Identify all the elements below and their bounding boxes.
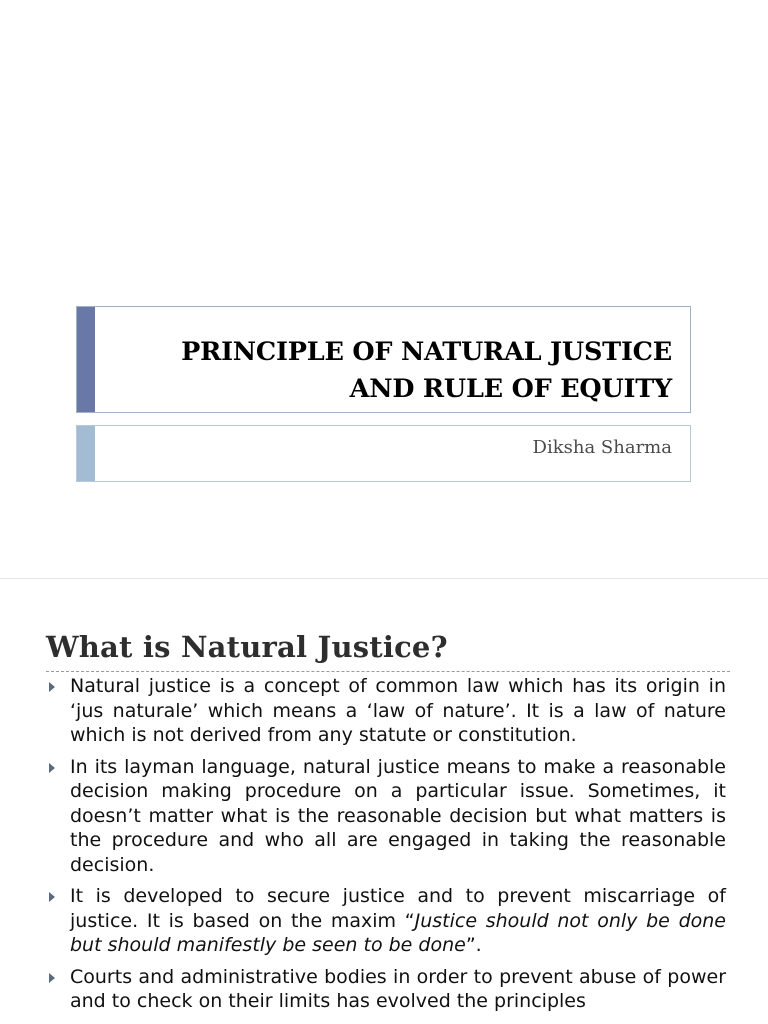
- bullet-arrow-icon: [49, 682, 55, 692]
- bullet-list: [46, 674, 726, 1021]
- slide-title-line-2: AND RULE OF EQUITY: [349, 374, 672, 404]
- bullet-text-after-quote: ”.: [465, 934, 482, 956]
- bullet-text: In its layman language, natural justice means to make a reasonable decision making procedure on a particular issue. Sometimes, it doesn’t matter what is the reasonable decision but what matters is the procedure and who all are engaged in taking the reasonable decision.: [70, 755, 726, 876]
- bullet-text-before-quote: It is developed to secure justice and to prevent miscarriage of justice. It is based on the maxim “: [70, 885, 726, 932]
- maxim-quote: Justice should not only be done but should manifestly be seen to be done: [70, 909, 726, 956]
- bullet-arrow-icon: [49, 973, 55, 983]
- list-item: [46, 755, 726, 878]
- author-name: Diksha Sharma: [532, 437, 672, 458]
- list-item: [46, 674, 726, 748]
- list-item: [46, 965, 726, 1014]
- title-accent-bar: [77, 307, 95, 412]
- bullet-text: Courts and administrative bodies in order to prevent abuse of power and to check on their limits has evolved the principles: [70, 965, 726, 1012]
- bullet-arrow-icon: [49, 763, 55, 773]
- slide-title: [112, 334, 672, 408]
- title-box: [76, 306, 691, 413]
- subtitle-accent-bar: [77, 426, 95, 481]
- subtitle-box: [76, 425, 691, 482]
- bullet-text: Natural justice is a concept of common law which has its origin in ‘jus naturale’ which means a ‘law of nature’. It is a law of nature which is not derived from any statute or constitution.: [70, 675, 726, 746]
- content-slide: [0, 579, 768, 1024]
- list-item: [46, 884, 726, 958]
- slide-heading: What is Natural Justice?: [46, 630, 448, 664]
- bullet-arrow-icon: [49, 892, 55, 902]
- heading-divider: [46, 671, 730, 672]
- slide-title-line-1: PRINCIPLE OF NATURAL JUSTICE: [181, 337, 672, 367]
